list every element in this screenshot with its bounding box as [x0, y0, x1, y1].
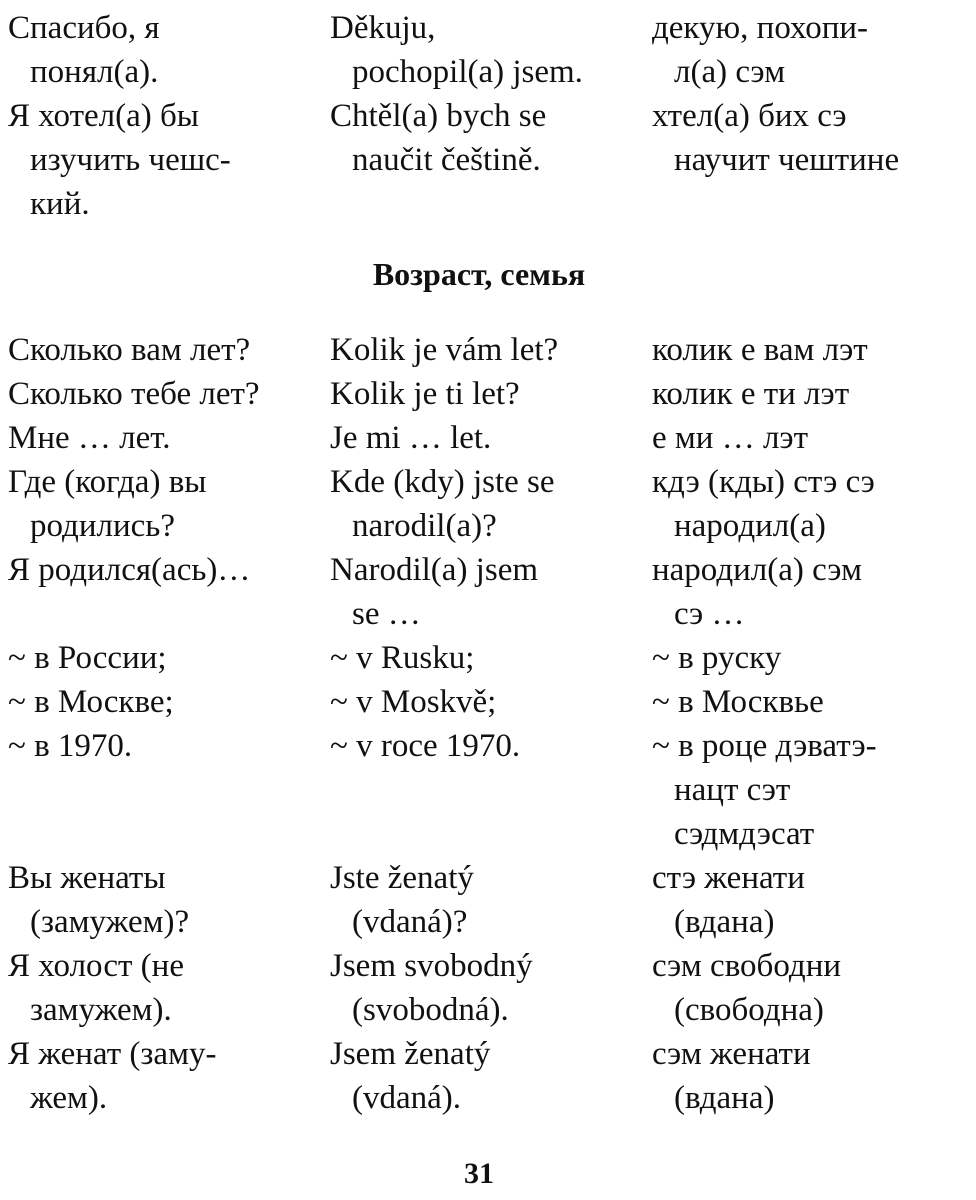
czech-phrase-line: ~ v Rusku;	[330, 640, 475, 676]
russian-phrase	[8, 944, 184, 1032]
transcription-line: (вдана)	[674, 904, 775, 940]
transcription	[652, 328, 868, 372]
czech-phrase	[330, 6, 583, 94]
transcription	[652, 372, 849, 416]
czech-phrase	[330, 680, 496, 724]
czech-phrase	[330, 944, 533, 1032]
czech-phrase	[330, 328, 558, 372]
russian-phrase-line: понял(а).	[30, 54, 159, 90]
russian-phrase-line: изучить чешс-	[30, 142, 231, 178]
czech-phrase	[330, 372, 520, 416]
russian-phrase	[8, 94, 231, 226]
czech-phrase-line: Kolik je vám let?	[330, 332, 559, 368]
czech-phrase	[330, 636, 474, 680]
transcription	[652, 944, 841, 1032]
transcription	[652, 724, 877, 856]
czech-phrase-line: Jste ženatý	[330, 860, 474, 896]
russian-phrase-line: Я родился(ась)…	[8, 552, 251, 588]
transcription-line: (свободна)	[674, 992, 824, 1028]
czech-phrase	[330, 1032, 490, 1120]
transcription-line: сэ …	[674, 596, 745, 632]
czech-phrase-line: (svobodná).	[352, 992, 509, 1028]
transcription-line: ~ в Москвье	[652, 684, 824, 720]
czech-phrase-line: Kde (kdy) jste se	[330, 464, 555, 500]
russian-phrase	[8, 460, 206, 548]
transcription	[652, 636, 781, 680]
czech-phrase-line: Jsem svobodný	[330, 948, 533, 984]
czech-phrase	[330, 416, 491, 460]
russian-phrase-line: Я холост (не	[8, 948, 184, 984]
transcription-line: хтел(а) бих сэ	[652, 98, 847, 134]
russian-phrase	[8, 328, 250, 372]
transcription-line: нацт сэт	[674, 772, 791, 808]
transcription-line: колик е ти лэт	[652, 376, 850, 412]
transcription-line: декую, похопи-	[652, 10, 869, 46]
czech-phrase-line: naučit češtině.	[352, 142, 541, 178]
transcription-line: колик е вам лэт	[652, 332, 868, 368]
russian-phrase	[8, 6, 160, 94]
transcription	[652, 548, 862, 636]
section-title: Возраст, семья	[372, 256, 586, 292]
transcription	[652, 6, 868, 94]
czech-phrase-line: narodil(a)?	[352, 508, 497, 544]
transcription-line: научит чештине	[674, 142, 900, 178]
russian-phrase-line: Я хотел(а) бы	[8, 98, 199, 134]
czech-phrase	[330, 548, 538, 636]
russian-phrase	[8, 372, 260, 416]
russian-phrase-line: Сколько вам лет?	[8, 332, 251, 368]
czech-phrase-line: ~ v Moskvě;	[330, 684, 497, 720]
transcription	[652, 1032, 811, 1120]
russian-phrase-line: Сколько тебе лет?	[8, 376, 260, 412]
czech-phrase-line: (vdaná)?	[352, 904, 468, 940]
russian-phrase-line: Я женат (заму-	[8, 1036, 217, 1072]
transcription-line: л(а) сэм	[674, 54, 786, 90]
czech-phrase-line: se …	[352, 596, 421, 632]
russian-phrase-line: ~ в Москве;	[8, 684, 174, 720]
czech-phrase-line: (vdaná).	[352, 1080, 462, 1116]
russian-phrase-line: кий.	[30, 186, 90, 222]
transcription-line: народил(а)	[674, 508, 826, 544]
russian-phrase	[8, 724, 132, 768]
russian-phrase-line: Вы женаты	[8, 860, 166, 896]
transcription	[652, 94, 899, 182]
czech-phrase-line: Jsem ženatý	[330, 1036, 491, 1072]
transcription-line: сэм свободни	[652, 948, 842, 984]
transcription	[652, 856, 805, 944]
russian-phrase	[8, 680, 174, 724]
transcription-line: (вдана)	[674, 1080, 775, 1116]
russian-phrase-line: ~ в России;	[8, 640, 167, 676]
russian-phrase-line: жем).	[30, 1080, 108, 1116]
czech-phrase-line: Je mi … let.	[330, 420, 492, 456]
russian-phrase-line: родились?	[30, 508, 175, 544]
czech-phrase-line: Narodil(a) jsem	[330, 552, 539, 588]
transcription-line: народил(а) сэм	[652, 552, 862, 588]
russian-phrase	[8, 416, 170, 460]
czech-phrase	[330, 94, 546, 182]
czech-phrase	[330, 460, 555, 548]
czech-phrase-line: ~ v roce 1970.	[330, 728, 521, 764]
czech-phrase-line: Děkuju,	[330, 10, 436, 46]
russian-phrase-line: Где (когда) вы	[8, 464, 207, 500]
russian-phrase	[8, 856, 189, 944]
russian-phrase	[8, 1032, 216, 1120]
transcription	[652, 460, 875, 548]
transcription-line: ~ в руску	[652, 640, 782, 676]
russian-phrase-line: (замужем)?	[30, 904, 190, 940]
russian-phrase-line: замужем).	[30, 992, 172, 1028]
page-number: 31	[464, 1157, 494, 1190]
russian-phrase-line: Спасибо, я	[8, 10, 160, 46]
transcription-line: стэ женати	[652, 860, 805, 896]
russian-phrase-line: ~ в 1970.	[8, 728, 133, 764]
czech-phrase-line: Chtěl(a) bych se	[330, 98, 547, 134]
czech-phrase-line: pochopil(a) jsem.	[352, 54, 583, 90]
czech-phrase	[330, 724, 520, 768]
transcription-line: е ми … лэт	[652, 420, 808, 456]
czech-phrase-line: Kolik je ti let?	[330, 376, 520, 412]
transcription-line: ~ в роце дэватэ-	[652, 728, 877, 764]
russian-phrase-line: Мне … лет.	[8, 420, 171, 456]
transcription-line: кдэ (кды) стэ сэ	[652, 464, 875, 500]
russian-phrase	[8, 548, 250, 592]
transcription	[652, 680, 824, 724]
transcription	[652, 416, 808, 460]
transcription-line: сэм женати	[652, 1036, 811, 1072]
czech-phrase	[330, 856, 474, 944]
russian-phrase	[8, 636, 167, 680]
transcription-line: сэдмдэсат	[674, 816, 815, 852]
